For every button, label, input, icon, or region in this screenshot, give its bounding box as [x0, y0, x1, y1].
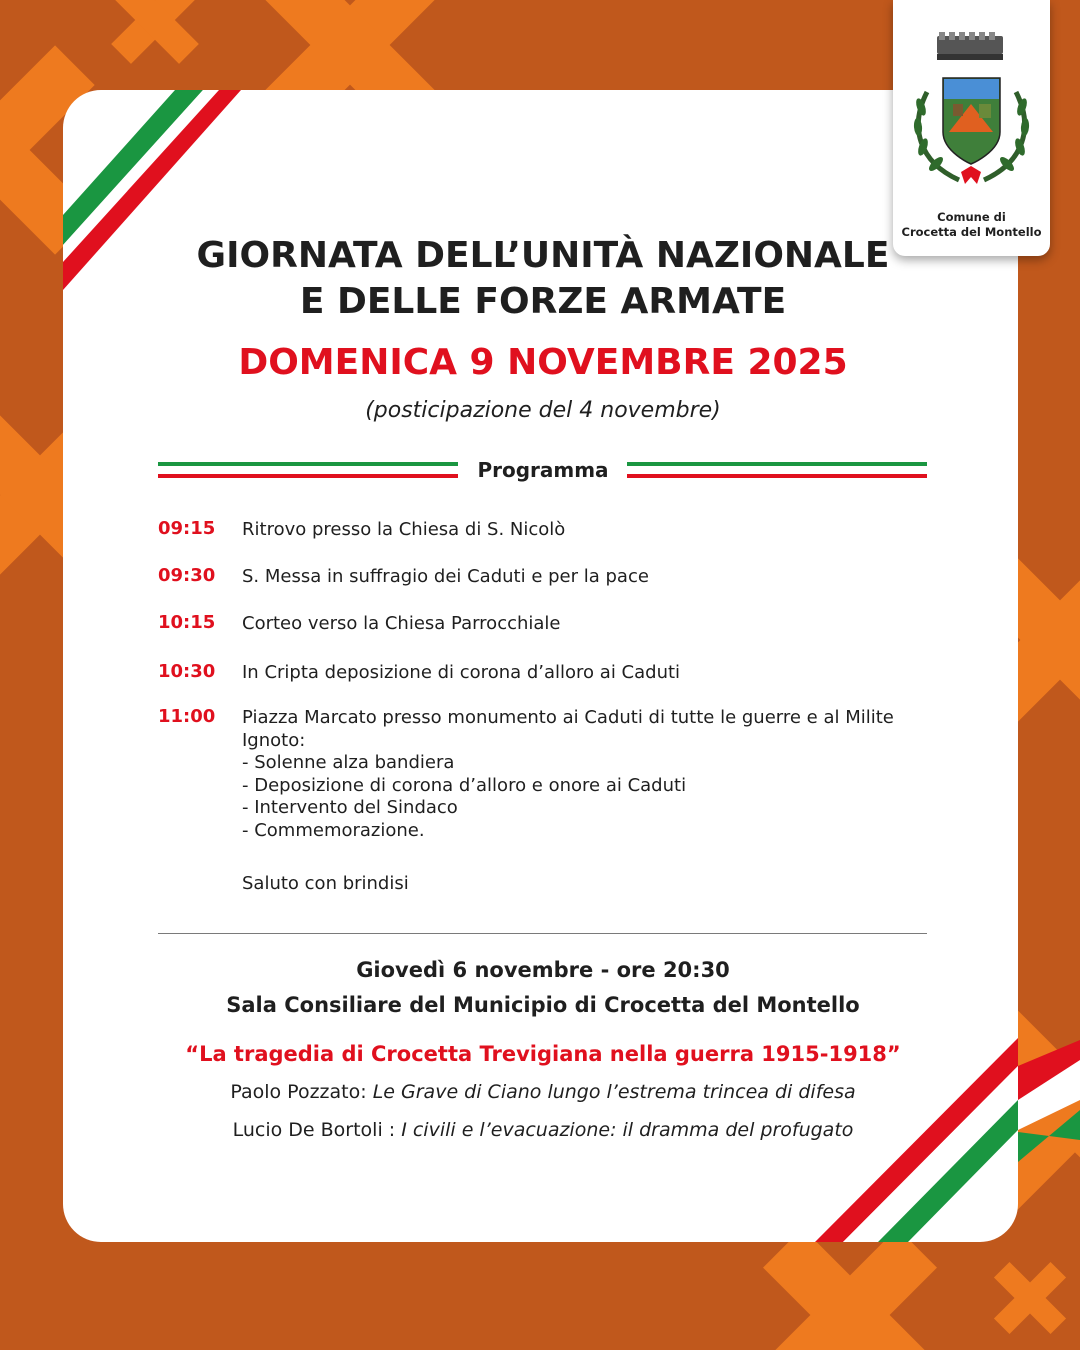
section-divider [158, 933, 927, 934]
municipality-logo [893, 0, 1050, 256]
coat-of-arms-icon [909, 32, 1034, 202]
conference-datetime: Giovedì 6 novembre - ore 20:30 [356, 958, 730, 982]
schedule-subitem: - Intervento del Sindaco [242, 797, 458, 818]
speaker-talk: Le Grave di Ciano lungo l’estrema trincea di difesa [372, 1081, 856, 1103]
schedule-item: Piazza Marcato presso monumento ai Caduti di tutte le guerre e al Milite Ignoto: [242, 707, 894, 751]
program-heading: Programma [477, 458, 609, 482]
schedule-time: 09:30 [158, 565, 216, 586]
logo-label-line2: Crocetta del Montello [901, 225, 1042, 239]
speaker-name: Paolo Pozzato: [230, 1081, 367, 1103]
schedule-time: 11:00 [158, 706, 216, 727]
schedule-time: 10:15 [158, 612, 216, 633]
conference-venue: Sala Consiliare del Municipio di Crocetta del Montello [226, 993, 860, 1017]
schedule-subitem: - Deposizione di corona d’alloro e onore ai Caduti [242, 775, 687, 796]
schedule-time: 09:15 [158, 518, 216, 539]
speaker-line [0, 1079, 1080, 1105]
schedule-subitem: - Solenne alza bandiera [242, 752, 455, 773]
logo-label-line1: Comune di [937, 210, 1006, 224]
schedule-item: Corteo verso la Chiesa Parrocchiale [242, 613, 561, 634]
date-note: (posticipazione del 4 novembre) [365, 398, 721, 423]
speaker-line [0, 1117, 1080, 1143]
tricolor-divider-right [627, 462, 927, 478]
page-title-line1: GIORNATA DELL’UNITÀ NAZIONALE [196, 235, 890, 276]
schedule-item: Ritrovo presso la Chiesa di S. Nicolò [242, 519, 566, 540]
speaker-name: Lucio De Bortoli : [232, 1119, 396, 1141]
page-title-line2: E DELLE FORZE ARMATE [299, 281, 787, 322]
tricolor-divider-left [158, 462, 458, 478]
schedule-item: In Cripta deposizione di corona d’alloro ai Caduti [242, 662, 681, 683]
schedule-item: S. Messa in suffragio dei Caduti e per la pace [242, 566, 649, 587]
speaker-talk: I civili e l’evacuazione [401, 1119, 611, 1141]
schedule-subitem: - Commemorazione. [242, 820, 425, 841]
schedule-closing: Saluto con brindisi [242, 873, 409, 894]
speaker-talk-tail: : il dramma del profugato [610, 1119, 854, 1141]
event-date: DOMENICA 9 NOVEMBRE 2025 [238, 342, 848, 383]
schedule-time: 10:30 [158, 661, 216, 682]
conference-title: “La tragedia di Crocetta Trevigiana nella guerra 1915-1918” [185, 1042, 901, 1066]
